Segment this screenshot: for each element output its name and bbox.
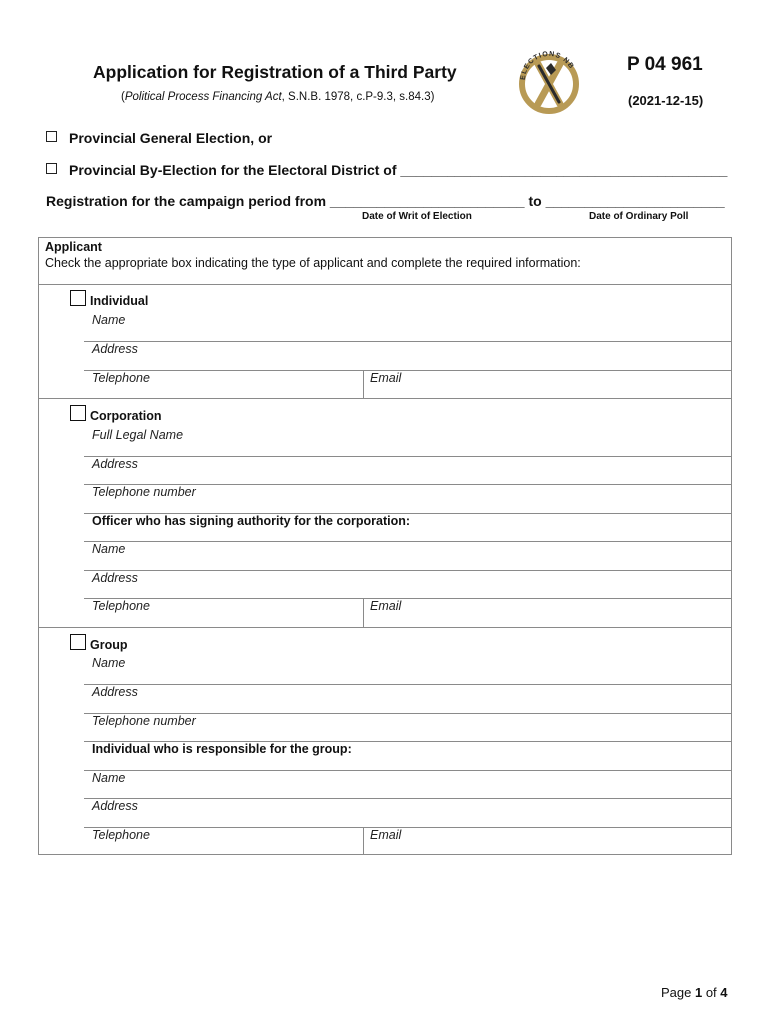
option-general-label: Provincial General Election, or <box>69 130 273 146</box>
officer-email-field[interactable]: Email <box>370 599 402 613</box>
checkbox-group[interactable] <box>70 634 86 650</box>
form-date: (2021-12-15) <box>628 93 704 108</box>
corporation-address-field[interactable]: Address <box>92 457 138 471</box>
option-by-election[interactable] <box>46 162 727 178</box>
officer-name-field[interactable]: Name <box>92 542 126 556</box>
group-address-field[interactable]: Address <box>92 685 138 699</box>
individual-name-field[interactable]: Name <box>92 313 126 327</box>
responsible-telephone-field[interactable]: Telephone <box>92 828 150 842</box>
group-label: Group <box>90 638 128 652</box>
responsible-name-field[interactable]: Name <box>92 771 126 785</box>
checkbox-corporation[interactable] <box>70 405 86 421</box>
divider <box>84 541 731 542</box>
individual-email-field[interactable]: Email <box>370 371 402 385</box>
divider <box>39 398 731 399</box>
option-general-election[interactable] <box>46 130 272 146</box>
corporation-legal-name-field[interactable]: Full Legal Name <box>92 428 184 442</box>
divider <box>84 341 731 342</box>
elections-nb-logo <box>517 44 581 116</box>
individual-label: Individual <box>90 294 149 308</box>
divider <box>84 598 731 599</box>
officer-address-field[interactable]: Address <box>92 571 138 585</box>
divider <box>39 627 731 628</box>
officer-telephone-field[interactable]: Telephone <box>92 599 150 613</box>
divider <box>84 456 731 457</box>
form-number: P 04 961 <box>627 54 703 75</box>
caption-poll-date: Date of Ordinary Poll <box>589 211 689 222</box>
divider <box>84 827 731 828</box>
divider <box>84 770 731 771</box>
caption-writ-date: Date of Writ of Election <box>362 211 472 222</box>
divider <box>363 370 364 398</box>
divider <box>84 570 731 571</box>
form-subtitle: (Political Process Financing Act, S.N.B. 1978, c.P-9.3, s.84.3) <box>121 91 435 103</box>
checkbox-by-election[interactable] <box>46 163 57 174</box>
responsible-email-field[interactable]: Email <box>370 828 402 842</box>
divider <box>84 798 731 799</box>
individual-option[interactable] <box>70 290 148 308</box>
individual-address-field[interactable]: Address <box>92 342 138 356</box>
corporation-option[interactable] <box>70 405 162 423</box>
checkbox-general-election[interactable] <box>46 131 57 142</box>
divider <box>363 598 364 627</box>
divider <box>363 827 364 855</box>
applicant-instructions: Check the appropriate box indicating the type of applicant and complete the required information: <box>45 256 581 270</box>
corporation-telephone-field[interactable]: Telephone number <box>92 485 196 499</box>
form-title: Application for Registration of a Third Party <box>93 62 457 82</box>
group-telephone-field[interactable]: Telephone number <box>92 714 196 728</box>
logo-lettering: ELECTIONS NB <box>519 50 575 81</box>
responsible-heading: Individual who is responsible for the group: <box>92 742 352 756</box>
applicant-heading: Applicant <box>45 240 102 254</box>
divider <box>84 370 731 371</box>
page-number: Page 1 of 4 <box>661 985 728 1000</box>
checkbox-individual[interactable] <box>70 290 86 306</box>
registration-period: Registration for the campaign period from _________________________ to _______________________ <box>46 193 725 209</box>
officer-heading: Officer who has signing authority for the corporation: <box>92 514 411 528</box>
applicant-section <box>38 237 732 855</box>
individual-telephone-field[interactable]: Telephone <box>92 371 150 385</box>
group-name-field[interactable]: Name <box>92 656 126 670</box>
corporation-label: Corporation <box>90 409 162 423</box>
divider <box>84 684 731 685</box>
option-by-election-label: Provincial By-Election for the Electoral District of __________________________________________ <box>69 162 728 178</box>
group-option[interactable] <box>70 634 128 652</box>
applicant-header <box>39 238 731 285</box>
responsible-address-field[interactable]: Address <box>92 799 138 813</box>
